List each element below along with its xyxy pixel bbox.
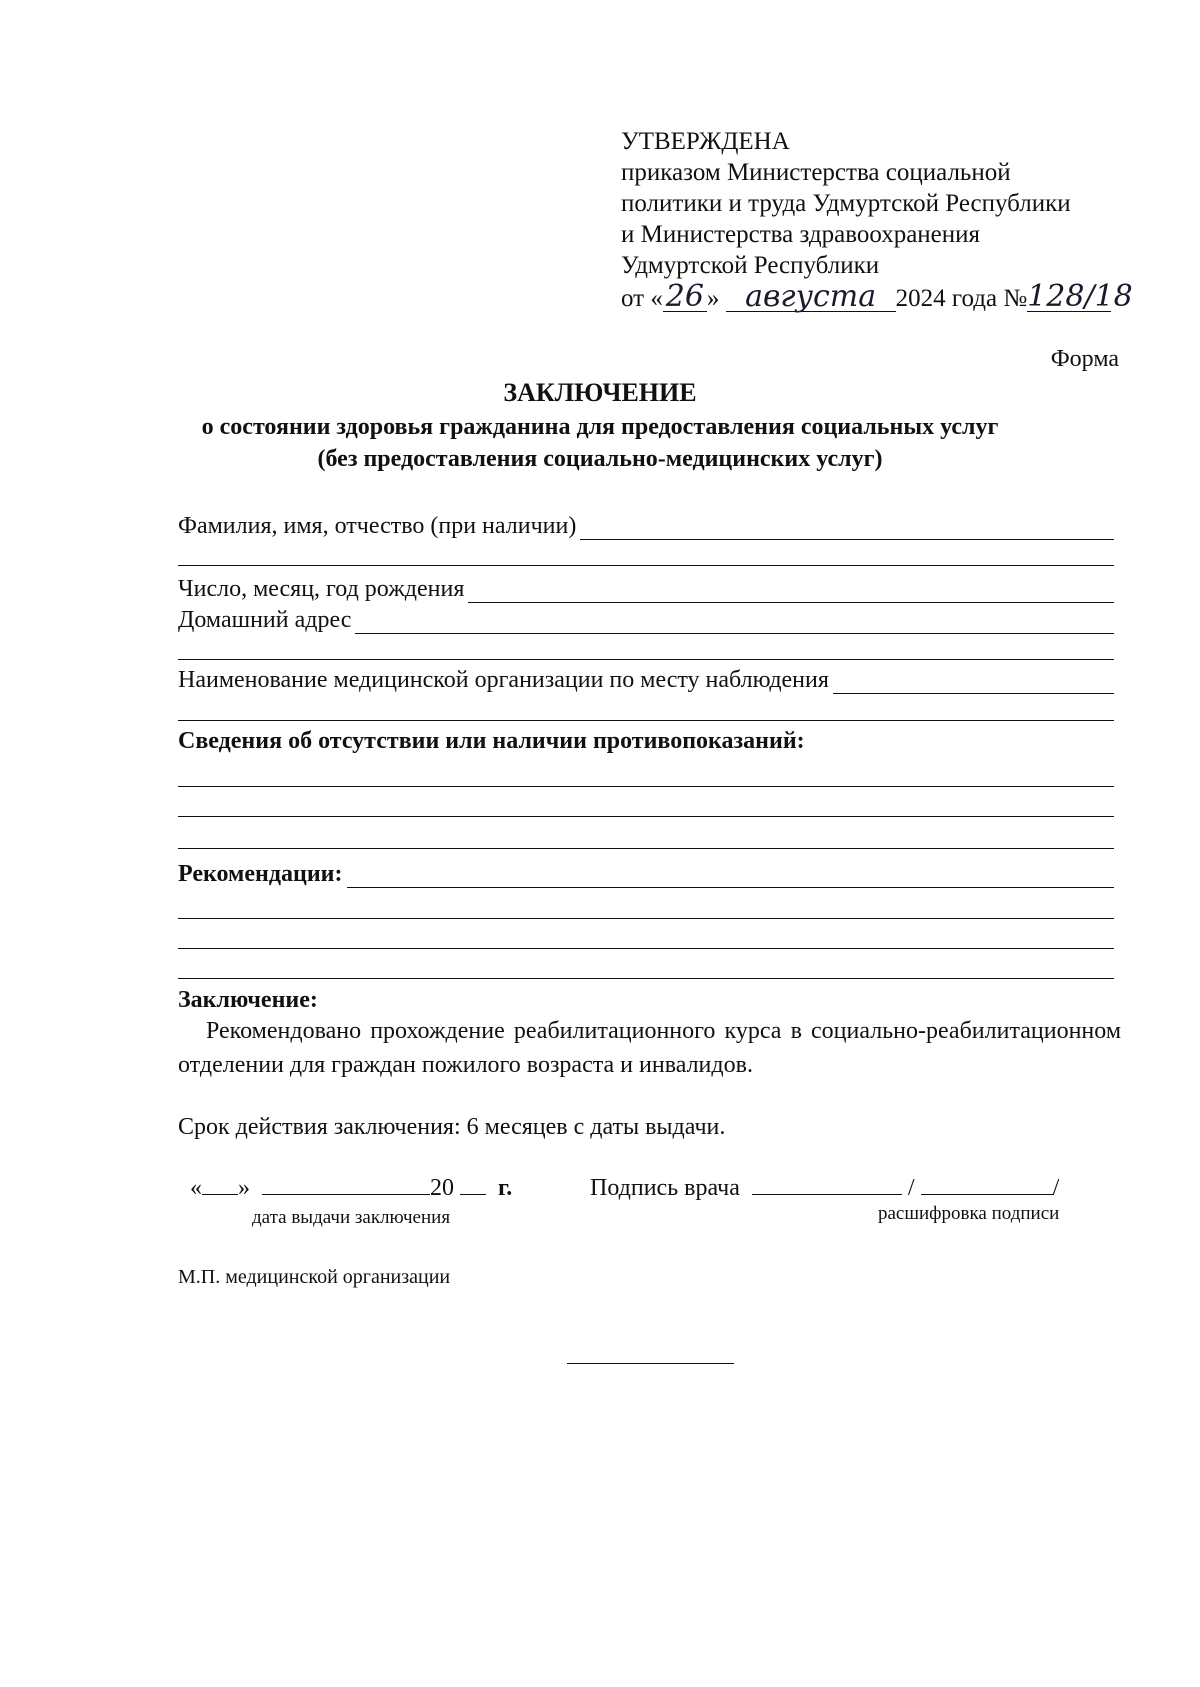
issue-date-row[interactable]	[190, 1174, 512, 1202]
handwritten-month: августа	[726, 283, 896, 312]
document-subtitle: (без предоставления социально-медицинских услуг)	[317, 446, 883, 472]
validity-text: Срок действия заключения: 6 месяцев с даты выдачи.	[178, 1114, 726, 1140]
document-subtitle: о состоянии здоровья гражданина для предоставления социальных услуг	[201, 414, 999, 440]
handwritten-number: 128/18	[1027, 279, 1133, 314]
blank-line	[178, 565, 1114, 566]
birth-date-label: Число, месяц, год рождения	[178, 576, 465, 602]
year-suffix: г.	[498, 1175, 513, 1201]
close-quote: »	[238, 1175, 250, 1201]
blank-line[interactable]	[178, 816, 1114, 817]
conclusion-heading: Заключение:	[178, 987, 318, 1013]
birth-date-field[interactable]	[178, 575, 1114, 603]
birth-date-line	[468, 582, 1114, 603]
approval-block	[621, 126, 1133, 314]
address-line	[355, 613, 1114, 634]
signature-caption: расшифровка подписи	[878, 1203, 1060, 1224]
century-text: 20	[430, 1175, 454, 1201]
date-close-quote: »	[706, 285, 720, 312]
signature-label: Подпись врача	[590, 1175, 740, 1201]
blank-line[interactable]	[178, 848, 1114, 849]
signature-blank[interactable]	[752, 1174, 902, 1195]
doctor-signature-row[interactable]	[590, 1174, 1059, 1202]
document-title: ЗАКЛЮЧЕНИЕ	[503, 378, 697, 407]
blank-line	[178, 720, 1114, 721]
recommendations-field[interactable]	[178, 860, 1114, 888]
form-label: Форма	[1050, 346, 1119, 372]
seal-label: М.П. медицинской организации	[178, 1266, 451, 1288]
handwritten-day: 26	[663, 283, 707, 312]
year-blank[interactable]	[460, 1174, 486, 1195]
med-org-label: Наименование медицинской организации по месту наблюдения	[178, 667, 829, 693]
signature-separator: /	[907, 1175, 915, 1201]
approval-line: приказом Министерства социальной	[621, 159, 1011, 186]
blank-line	[178, 659, 1114, 660]
day-blank[interactable]	[202, 1174, 238, 1195]
name-field[interactable]	[178, 512, 1114, 540]
signature-end: /	[1052, 1175, 1060, 1201]
issue-date-caption: дата выдачи заключения	[252, 1207, 451, 1228]
approval-title: УТВЕРЖДЕНА	[621, 128, 790, 155]
signature-decode-blank[interactable]	[921, 1174, 1053, 1195]
name-field-label: Фамилия, имя, отчество (при наличии)	[178, 513, 577, 539]
address-field[interactable]	[178, 606, 1114, 634]
blank-line[interactable]	[178, 978, 1114, 979]
approval-line: и Министерства здравоохранения	[621, 221, 981, 248]
name-field-line	[580, 519, 1114, 540]
year-text: 2024 года №	[895, 285, 1028, 312]
blank-line[interactable]	[178, 918, 1114, 919]
approval-line: политики и труда Удмуртской Республики	[621, 190, 1071, 217]
approval-date-row	[621, 279, 1133, 314]
month-blank[interactable]	[262, 1174, 430, 1195]
med-org-line	[833, 673, 1114, 694]
blank-line[interactable]	[178, 948, 1114, 949]
address-label: Домашний адрес	[178, 607, 352, 633]
recommendations-line	[347, 867, 1115, 888]
approval-line: Удмуртской Республики	[621, 252, 880, 279]
end-divider	[567, 1363, 734, 1364]
date-prefix: от «	[621, 285, 663, 312]
med-org-field[interactable]	[178, 666, 1114, 694]
blank-line[interactable]	[178, 786, 1114, 787]
contraindications-heading: Сведения об отсутствии или наличии противопоказаний:	[178, 728, 805, 754]
recommendations-heading: Рекомендации:	[178, 861, 343, 887]
open-quote: «	[190, 1175, 202, 1201]
conclusion-text: Рекомендовано прохождение реабилитационного курса в социально-реабилитационном отделении для граждан пожилого возраста и инвалидов.	[178, 1018, 1121, 1078]
